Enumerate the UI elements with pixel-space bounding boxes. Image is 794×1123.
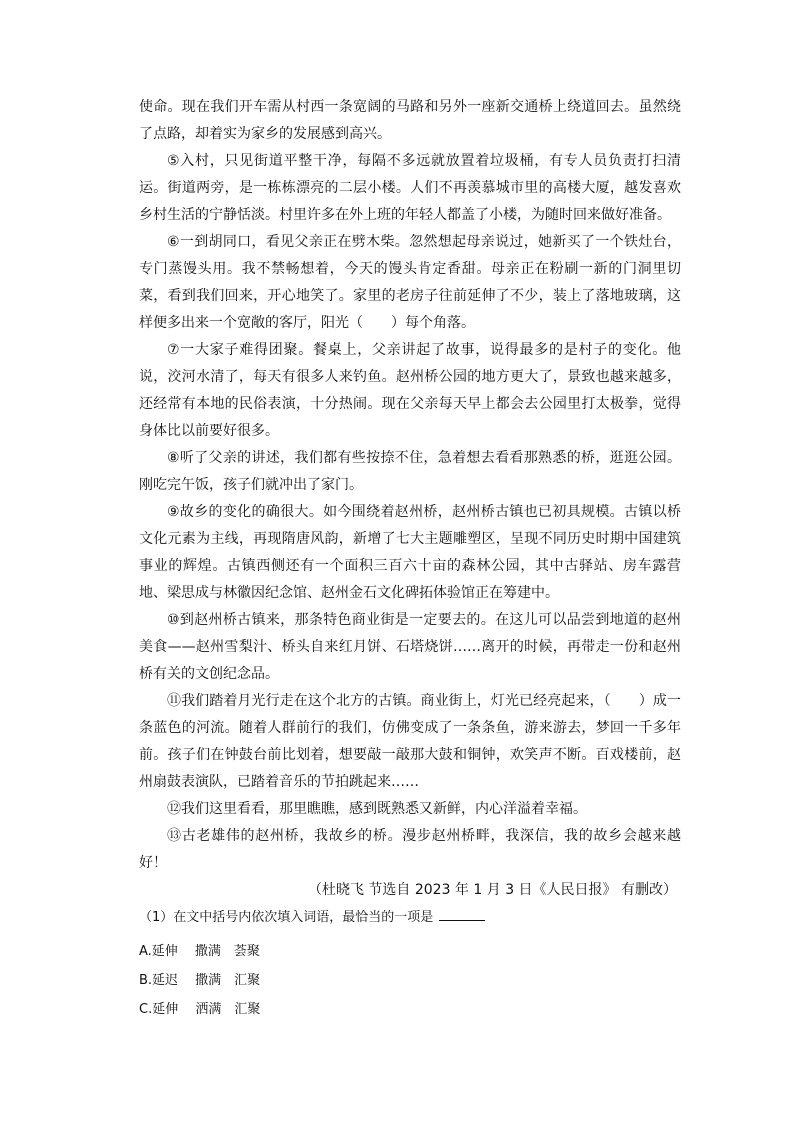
question-1	[139, 904, 681, 931]
paragraph-13: ⑬古老雄伟的赵州桥，我故乡的桥。漫步赵州桥畔，我深信，我的故乡会越来越好！	[139, 828, 681, 871]
option-b[interactable]: B.延迟 撒满 汇聚	[139, 973, 261, 988]
paragraph-8: ⑧听了父亲的讲述，我们都有些按捺不住，急着想去看看那熟悉的桥，逛逛公园。刚吃完午饭，孩子们就冲出了家门。	[139, 450, 681, 493]
paragraph-11: ⑪我们踏着月光行走在这个北方的古镇。商业街上，灯光已经亮起来，（ ）成一条蓝色的河流。随着人群前行的我们，仿佛变成了一条条鱼，游来游去，梦回一千多年前。孩子们在钟鼓台前比划着，想要敲一敲那大鼓和铜钟，欢笑声不断。百戏楼前，赵州扇鼓表演队，已踏着音乐的节拍跳起来……	[139, 693, 681, 790]
paragraph-6: ⑥一到胡同口，看见父亲正在劈木柴。忽然想起母亲说过，她新买了一个铁灶台，专门蒸馒头用。我不禁畅想着，今天的馒头肯定香甜。母亲正在粉刷一新的门洞里切菜，看到我们回来，开心地笑了。家里的老房子往前延伸了不少，装上了落地玻璃，这样便多出来一个宽敞的客厅，阳光（ ）每个角落。	[139, 234, 681, 331]
article-body	[139, 94, 681, 1024]
answer-blank[interactable]	[439, 906, 485, 921]
option-c[interactable]: C.延伸 洒满 汇聚	[139, 1002, 261, 1017]
question-text: （1）在文中括号内依次填入词语，最恰当的一项是	[139, 910, 434, 925]
paragraph-12: ⑫我们这里看看，那里瞧瞧，感到既熟悉又新鲜，内心洋溢着幸福。	[167, 801, 587, 817]
paragraph-7: ⑦一大家子难得团聚。餐桌上，父亲讲起了故事，说得最多的是村子的变化。他说，洨河水清了，每天有很多人来钓鱼。赵州桥公园的地方更大了，景致也越来越多，还经常有本地的民俗表演，十分热闹。现在父亲每天早上都会去公园里打太极拳，觉得身体比以前要好很多。	[139, 342, 681, 439]
article-source: （杜晓飞 节选自 2023 年 1 月 3 日《人民日报》 有删改）	[307, 882, 677, 898]
paragraph-10: ⑩到赵州桥古镇来，那条特色商业街是一定要去的。在这儿可以品尝到地道的赵州美食——赵州雪梨汁、桥头自来红月饼、石塔烧饼……离开的时候，再带走一份和赵州桥有关的文创纪念品。	[139, 612, 681, 682]
paragraph-5: ⑤入村，只见街道平整干净，每隔不多远就放置着垃圾桶，有专人员负责打扫清运。街道两旁，是一栋栋漂亮的二层小楼。人们不再羡慕城市里的高楼大厦，越发喜欢乡村生活的宁静恬淡。村里许多在外上班的年轻人都盖了小楼，为随时回来做好准备。	[139, 153, 681, 223]
option-a[interactable]: A.延伸 撒满 荟聚	[139, 944, 260, 959]
paragraph-9: ⑨故乡的变化的确很大。如今围绕着赵州桥，赵州桥古镇也已初具规模。古镇以桥文化元素为主线，再现隋唐风韵，新增了七大主题雕塑区，呈现不同历史时期中国建筑事业的辉煌。古镇西侧还有一个面积三百六十亩的森林公园，其中古驿站、房车露营地、梁思成与林徽因纪念馆、赵州金石文化碑拓体验馆正在筹建中。	[139, 504, 681, 601]
paragraph-continued: 使命。现在我们开车需从村西一条宽阔的马路和另外一座新交通桥上绕道回去。虽然绕了点路，却着实为家乡的发展感到高兴。	[139, 99, 681, 142]
answer-options	[139, 937, 681, 1024]
